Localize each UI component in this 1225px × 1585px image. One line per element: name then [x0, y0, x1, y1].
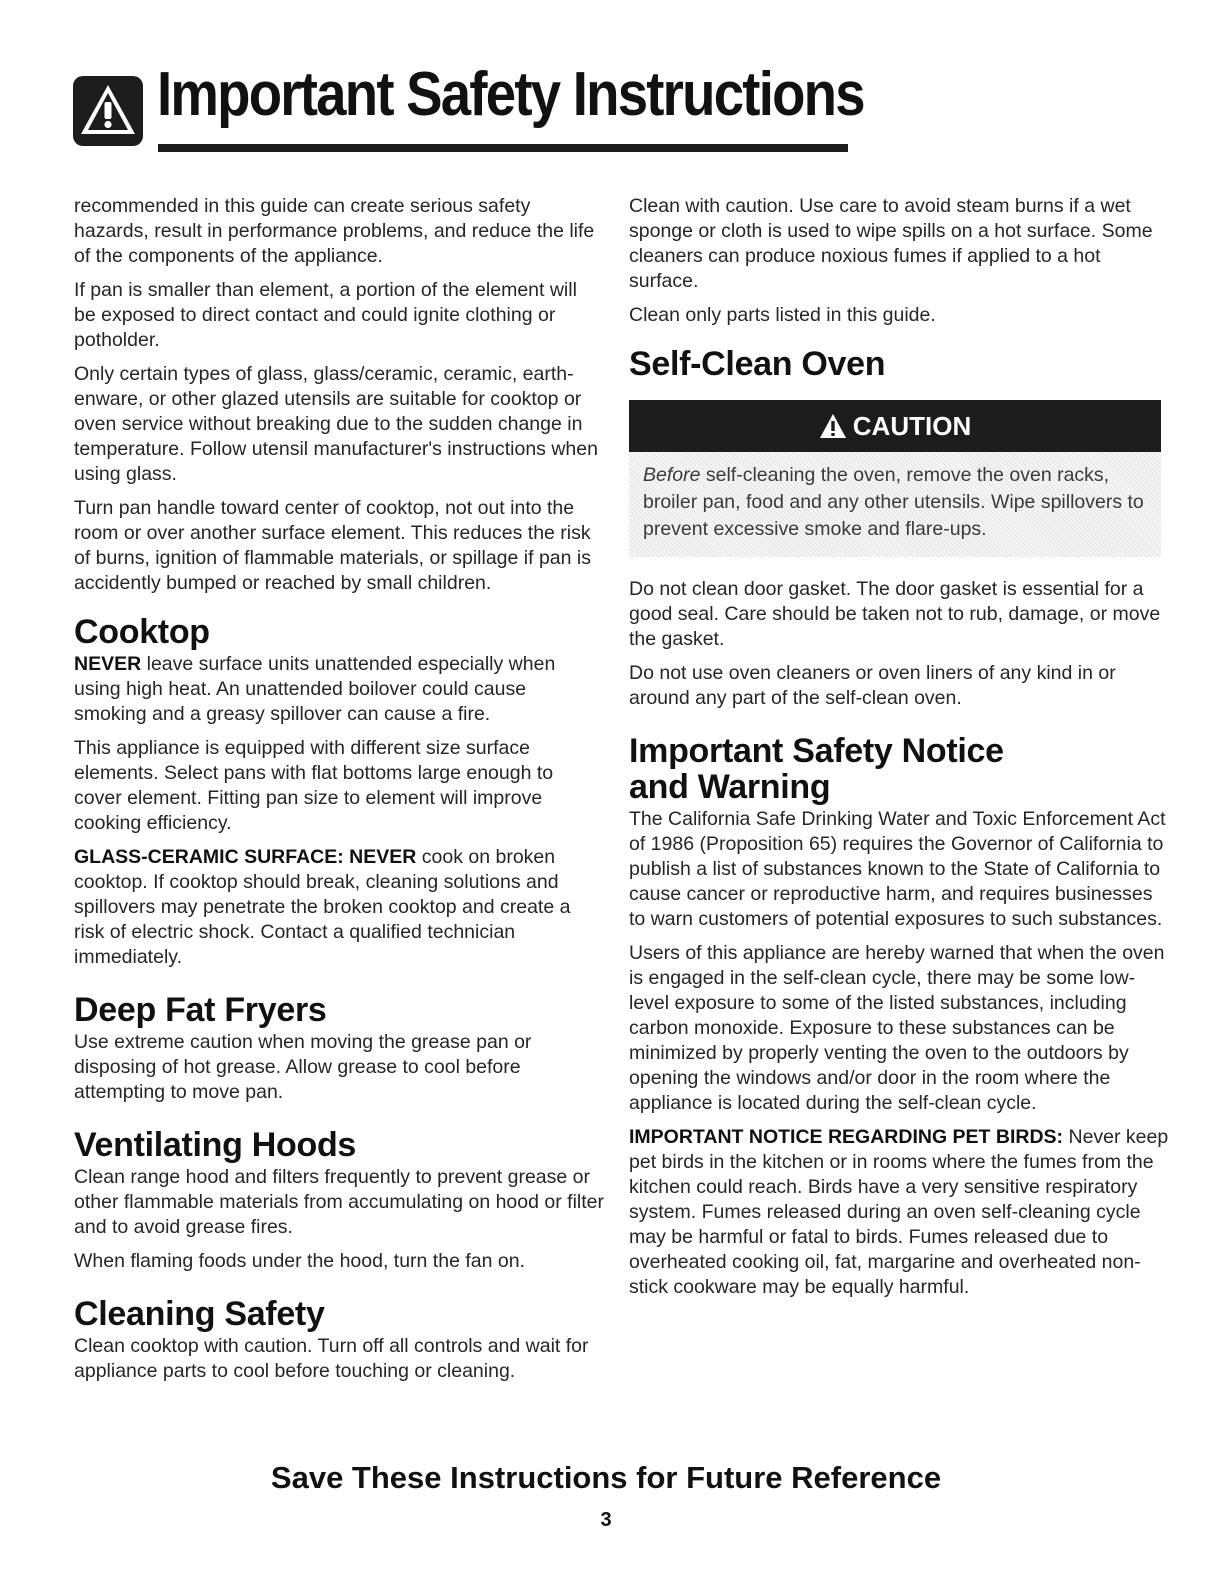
caution-box	[629, 400, 1161, 557]
safety-notice-heading-line1: Important Safety Notice	[629, 732, 1004, 770]
pan-handle-paragraph: Turn pan handle toward center of cooktop, not out into the room or over another surface element. This reduces the risk of burns, ignition of flammable materials, or spillage if pan is accidently bumped or reached by small children.	[74, 497, 591, 594]
glass-ceramic-lead: GLASS-CERAMIC SURFACE: NEVER	[74, 846, 417, 868]
cooktop-never-paragraph	[74, 652, 604, 727]
ventilating-hoods-heading: Ventilating Hoods	[74, 1126, 357, 1164]
pan-size-paragraph: If pan is smaller than element, a portion of the element will be exposed to direct contact and could ignite clothing or potholder.	[74, 279, 577, 351]
clean-parts-paragraph: Clean only parts listed in this guide.	[629, 304, 936, 326]
caution-triangle-icon	[819, 413, 847, 439]
caution-label: CAUTION	[852, 411, 972, 441]
safety-notice-heading-line2: and Warning	[629, 768, 831, 806]
footer-title: Save These Instructions for Future Reference	[270, 1460, 942, 1495]
title-rule	[158, 144, 848, 152]
right-column	[629, 194, 1169, 1309]
cooktop-heading: Cooktop	[74, 613, 210, 651]
fryers-paragraph: Use extreme caution when moving the grease pan or disposing of hot grease. Allow grease to cool before attempting to move pan.	[74, 1031, 532, 1103]
page-number: 3	[600, 1509, 612, 1531]
caution-before: Before	[643, 464, 701, 486]
clean-caution-paragraph: Clean with caution. Use care to avoid steam burns if a wet sponge or cloth is used to wipe spills on a hot surface. Some cleaners can produce noxious fumes if applied to a hot surface.	[629, 195, 1153, 292]
door-gasket-paragraph: Do not clean door gasket. The door gasket is essential for a good seal. Care should be taken not to rub, damage, or move the gasket.	[629, 578, 1161, 650]
hoods-paragraph-1: Clean range hood and filters frequently to prevent grease or other flammable materials from accumulating on hood or filter and to avoid grease fires.	[74, 1166, 604, 1238]
glass-ceramic-text: cook on broken cooktop. If cooktop should break, cleaning solutions and spillovers may penetrate the broken cooktop and create a risk of electric shock. Contact a qualified technician immediately.	[74, 846, 571, 968]
caution-body: self-cleaning the oven, remove the oven racks, broiler pan, food and any other utensils. Wipe spillovers to prevent excessive smoke and flare-ups.	[643, 464, 1144, 540]
left-column	[74, 194, 604, 1393]
page-header	[73, 60, 864, 154]
pet-birds-paragraph	[629, 1125, 1169, 1300]
self-clean-oven-heading: Self-Clean Oven	[629, 345, 886, 383]
cleaning-safety-heading: Cleaning Safety	[74, 1295, 325, 1333]
deep-fat-fryers-heading: Deep Fat Fryers	[74, 991, 327, 1029]
never-lead: NEVER	[74, 653, 142, 675]
warning-triangle-icon	[73, 76, 143, 146]
caution-text	[629, 452, 1161, 557]
pet-birds-lead: IMPORTANT NOTICE REGARDING PET BIRDS:	[629, 1126, 1064, 1148]
glass-utensils-paragraph: Only certain types of glass, glass/ceramic, ceramic, earth-enware, or other glazed utensils are suitable for cooktop or oven service without breaking due to the sudden change in temperature. Follow utensil manufacturer's instructions when using glass.	[74, 363, 598, 485]
self-clean-exposure-paragraph: Users of this appliance are hereby warned that when the oven is engaged in the self-clean cycle, there may be some low-level exposure to some of the listed substances, including carbon monoxide. Exposure to these substances can be minimized by properly venting the oven to the outdoors by opening the windows and/or door in the room where the appliance is located during the self-clean cycle.	[629, 942, 1165, 1114]
cooktop-never-text: leave surface units unattended especially when using high heat. An unattended boilover could cause smoking and a greasy spillover can cause a fire.	[74, 653, 556, 725]
glass-ceramic-paragraph	[74, 845, 604, 970]
caution-bar	[629, 400, 1161, 452]
safety-notice-heading	[629, 733, 1169, 805]
cleaning-paragraph: Clean cooktop with caution. Turn off all controls and wait for appliance parts to cool before touching or cleaning.	[74, 1335, 589, 1382]
hoods-paragraph-2: When flaming foods under the hood, turn the fan on.	[74, 1250, 525, 1272]
pet-birds-text: Never keep pet birds in the kitchen or in rooms where the fumes from the kitchen could reach. Birds have a very sensitive respiratory system. Fumes released during an oven self-cleaning cycle may be harmful or fatal to birds. Fumes released due to overheated cooking oil, fat, margarine and overheated non-stick cookware may be equally harmful.	[629, 1126, 1169, 1298]
cooktop-elements-paragraph: This appliance is equipped with different size surface elements. Select pans with flat bottoms large enough to cover element. Fitting pan size to element will improve cooking efficiency.	[74, 737, 554, 834]
proposition-65-paragraph: The California Safe Drinking Water and Toxic Enforcement Act of 1986 (Proposition 65) requires the Governor of California to publish a list of substances known to the State of California to cause cancer or reproductive harm, and requires businesses to warn customers of potential exposures to such substances.	[629, 808, 1166, 930]
oven-cleaners-paragraph: Do not use oven cleaners or oven liners of any kind in or around any part of the self-clean oven.	[629, 662, 1116, 709]
page-title: Important Safety Instructions	[157, 60, 864, 129]
intro-paragraph: recommended in this guide can create serious safety hazards, result in performance problems, and reduce the life of the components of the appliance.	[74, 195, 595, 267]
